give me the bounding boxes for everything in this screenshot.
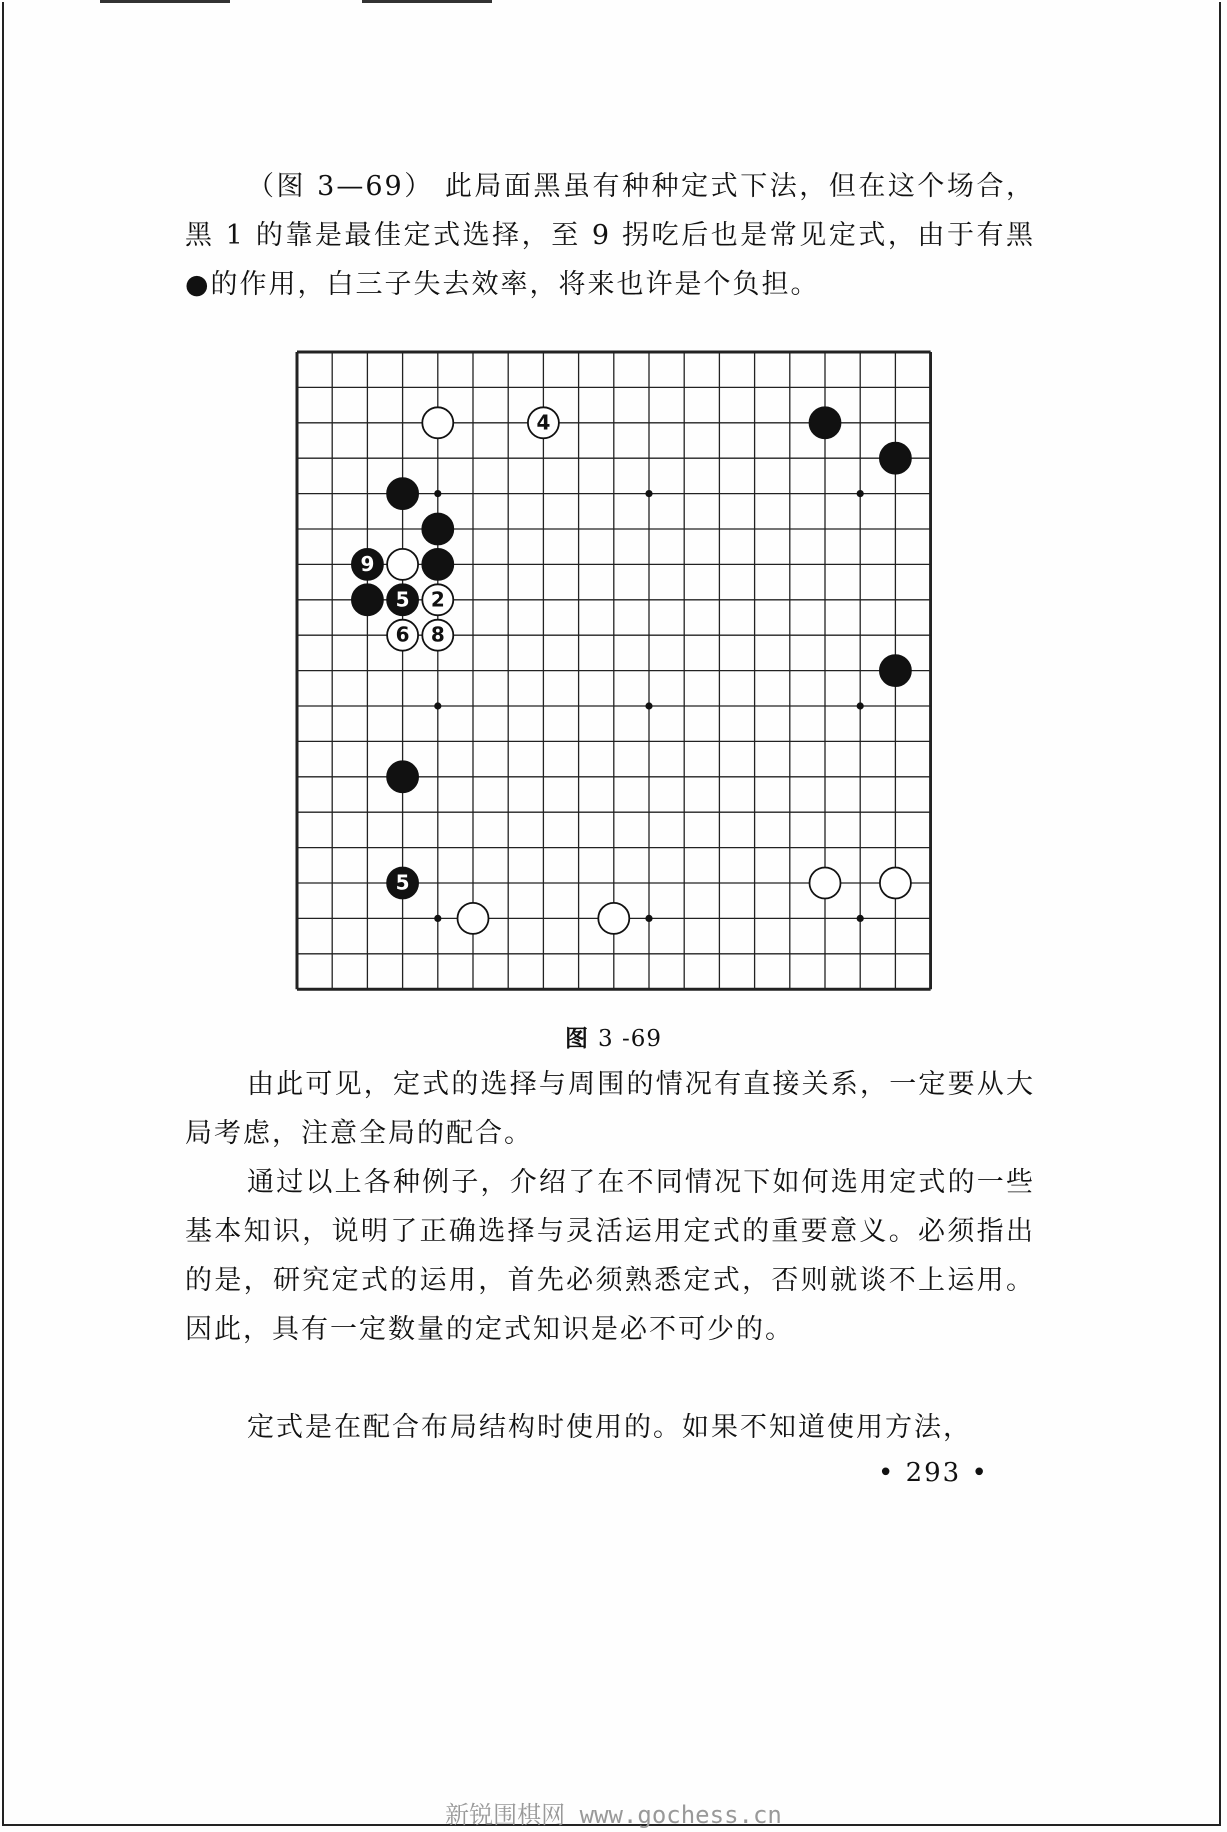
paragraph-continuation: 定式是在配合布局结构时使用的。如果不知道使用方法， (247, 1412, 972, 1443)
black-stone (387, 478, 418, 509)
white-stone (598, 903, 629, 934)
paragraph-conclusion: 由此可见，定式的选择与周围的情况有直接关系，一定要从大局考虑，注意全局的配合。 (185, 1069, 1035, 1149)
white-stone (458, 903, 489, 934)
stone-move-number: 9 (360, 551, 375, 576)
black-stone (810, 407, 841, 438)
top-rule-left (100, 0, 230, 3)
star-point (645, 915, 652, 922)
figure-caption (0, 1020, 1227, 1053)
black-stone (422, 549, 453, 580)
white-stone (880, 868, 911, 899)
top-rule-right (362, 0, 492, 3)
white-stone (387, 549, 418, 580)
star-point (857, 702, 864, 709)
star-point (857, 490, 864, 497)
white-stone (810, 868, 841, 899)
stone-move-number: 2 (430, 587, 445, 612)
star-point (434, 702, 441, 709)
black-stone (880, 443, 911, 474)
go-board (294, 349, 932, 991)
stone-move-number: 5 (395, 870, 410, 895)
caption-number: 3 -69 (598, 1026, 662, 1052)
stone-move-number: 4 (536, 410, 551, 435)
black-stone (422, 514, 453, 545)
star-point (434, 490, 441, 497)
caption-prefix: 图 (565, 1025, 589, 1052)
star-point (857, 915, 864, 922)
black-stone (387, 761, 418, 792)
black-stone (880, 655, 911, 686)
black-stone (352, 584, 383, 615)
star-point (434, 915, 441, 922)
paragraph-figure-description: （图 3—69） 此局面黑虽有种种定式下法，但在这个场合，黑 1 的靠是最佳定式选择，至 9 拐吃后也是常见定式，由于有黑●的作用，白三子失去效率，将来也许是个负担。 (185, 171, 1035, 300)
stone-move-number: 6 (395, 622, 410, 647)
stone-move-number: 5 (395, 587, 410, 612)
page-number: • 293 • (878, 1458, 989, 1488)
star-point (645, 702, 652, 709)
star-point (645, 490, 652, 497)
white-stone (422, 407, 453, 438)
paragraph-summary: 通过以上各种例子，介绍了在不同情况下如何选用定式的一些基本知识，说明了正确选择与灵活运用定式的重要意义。必须指出的是，研究定式的运用，首先必须熟悉定式，否则就谈不上运用。因此，具有一定数量的定式知识是必不可少的。 (185, 1167, 1035, 1345)
site-watermark: 新锐围棋网 www.gochess.cn (445, 1801, 782, 1829)
go-board-figure (294, 349, 932, 991)
stone-move-number: 8 (430, 622, 445, 647)
